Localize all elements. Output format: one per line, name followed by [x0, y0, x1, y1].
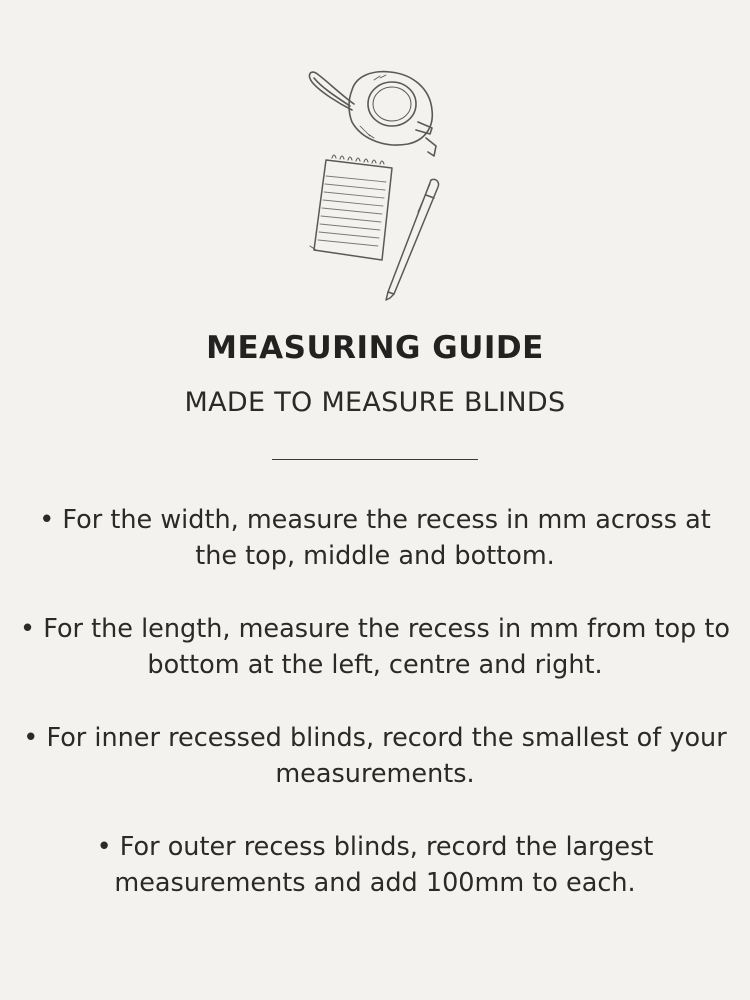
page-subtitle: MADE TO MEASURE BLINDS [184, 387, 566, 418]
divider [272, 459, 478, 460]
instruction-length: • For the length, measure the recess in mm from top to bottom at the left, centre and right. [20, 614, 730, 680]
instruction-list [20, 502, 730, 901]
tape-measure-icon [309, 72, 436, 156]
instruction-outer-recess: • For outer recess blinds, record the largest measurements and add 100mm to each. [96, 832, 654, 898]
instruction-inner-recess: • For inner recessed blinds, record the smallest of your measurements. [23, 723, 727, 789]
page-title: MEASURING GUIDE [206, 330, 544, 366]
instruction-width: • For the width, measure the recess in mm across at the top, middle and bottom. [39, 505, 711, 571]
pen-icon [386, 179, 439, 300]
measuring-tools-illustration [290, 60, 460, 305]
notepad-icon [310, 155, 392, 260]
